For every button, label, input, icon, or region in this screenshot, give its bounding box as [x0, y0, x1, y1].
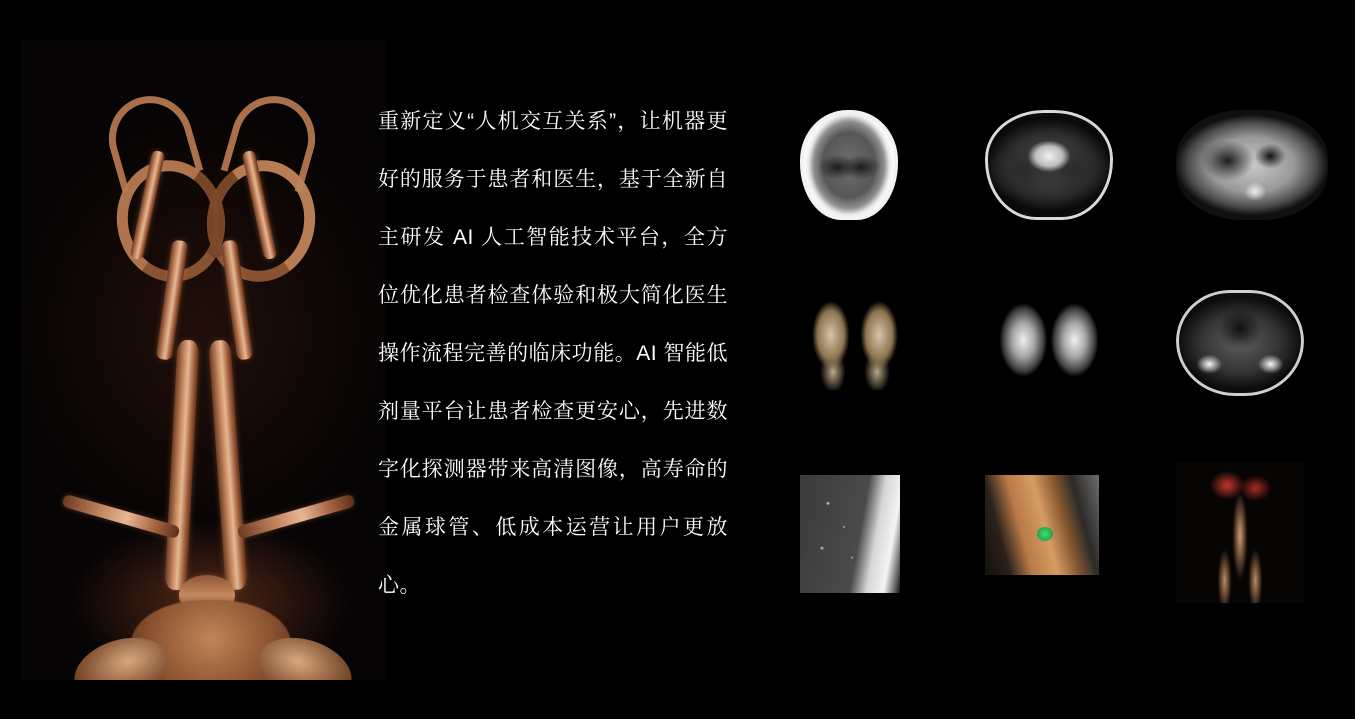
lesion-marker-green	[1037, 527, 1053, 541]
hero-canvas	[21, 40, 385, 680]
vessel-main-left	[164, 340, 199, 591]
gallery-row-3	[790, 475, 1310, 600]
thumb-feet-ct-axial	[985, 294, 1113, 386]
thumb-bone-3d-volume	[985, 475, 1099, 575]
gallery-row-1	[790, 110, 1310, 235]
body-paragraph: 重新定义“人机交互关系”，让机器更好的服务于患者和医生，基于全新自主研发 AI 人工智能技术平台，全方位优化患者检查体验和极大简化医生操作流程完善的临床功能。AI 智能低剂量平台让患者检查更安心，先进数字化探测器带来高清图像，高寿命的金属球管、低成本运营让用户更放心。	[378, 110, 728, 597]
thumb-chest-ct-axial	[985, 110, 1113, 220]
thumb-head-ct-axial	[800, 110, 898, 220]
thumb-aorta-cta-3d	[1176, 463, 1304, 603]
thumb-abdomen-ct-axial	[1176, 110, 1328, 220]
vessel-branch-right	[237, 494, 356, 540]
image-gallery	[790, 100, 1310, 620]
head-ct-axial-icon	[800, 110, 898, 220]
thumb-pelvis-ct-axial	[1176, 290, 1304, 396]
gallery-row-2	[790, 290, 1310, 415]
vessel-branch-left	[62, 494, 181, 540]
thumb-lung-ct-sagittal	[800, 475, 900, 593]
thumb-hands-3d-bone	[800, 290, 910, 390]
vessel-main-right	[208, 340, 247, 591]
hero-image-cerebral-cta	[21, 40, 385, 680]
